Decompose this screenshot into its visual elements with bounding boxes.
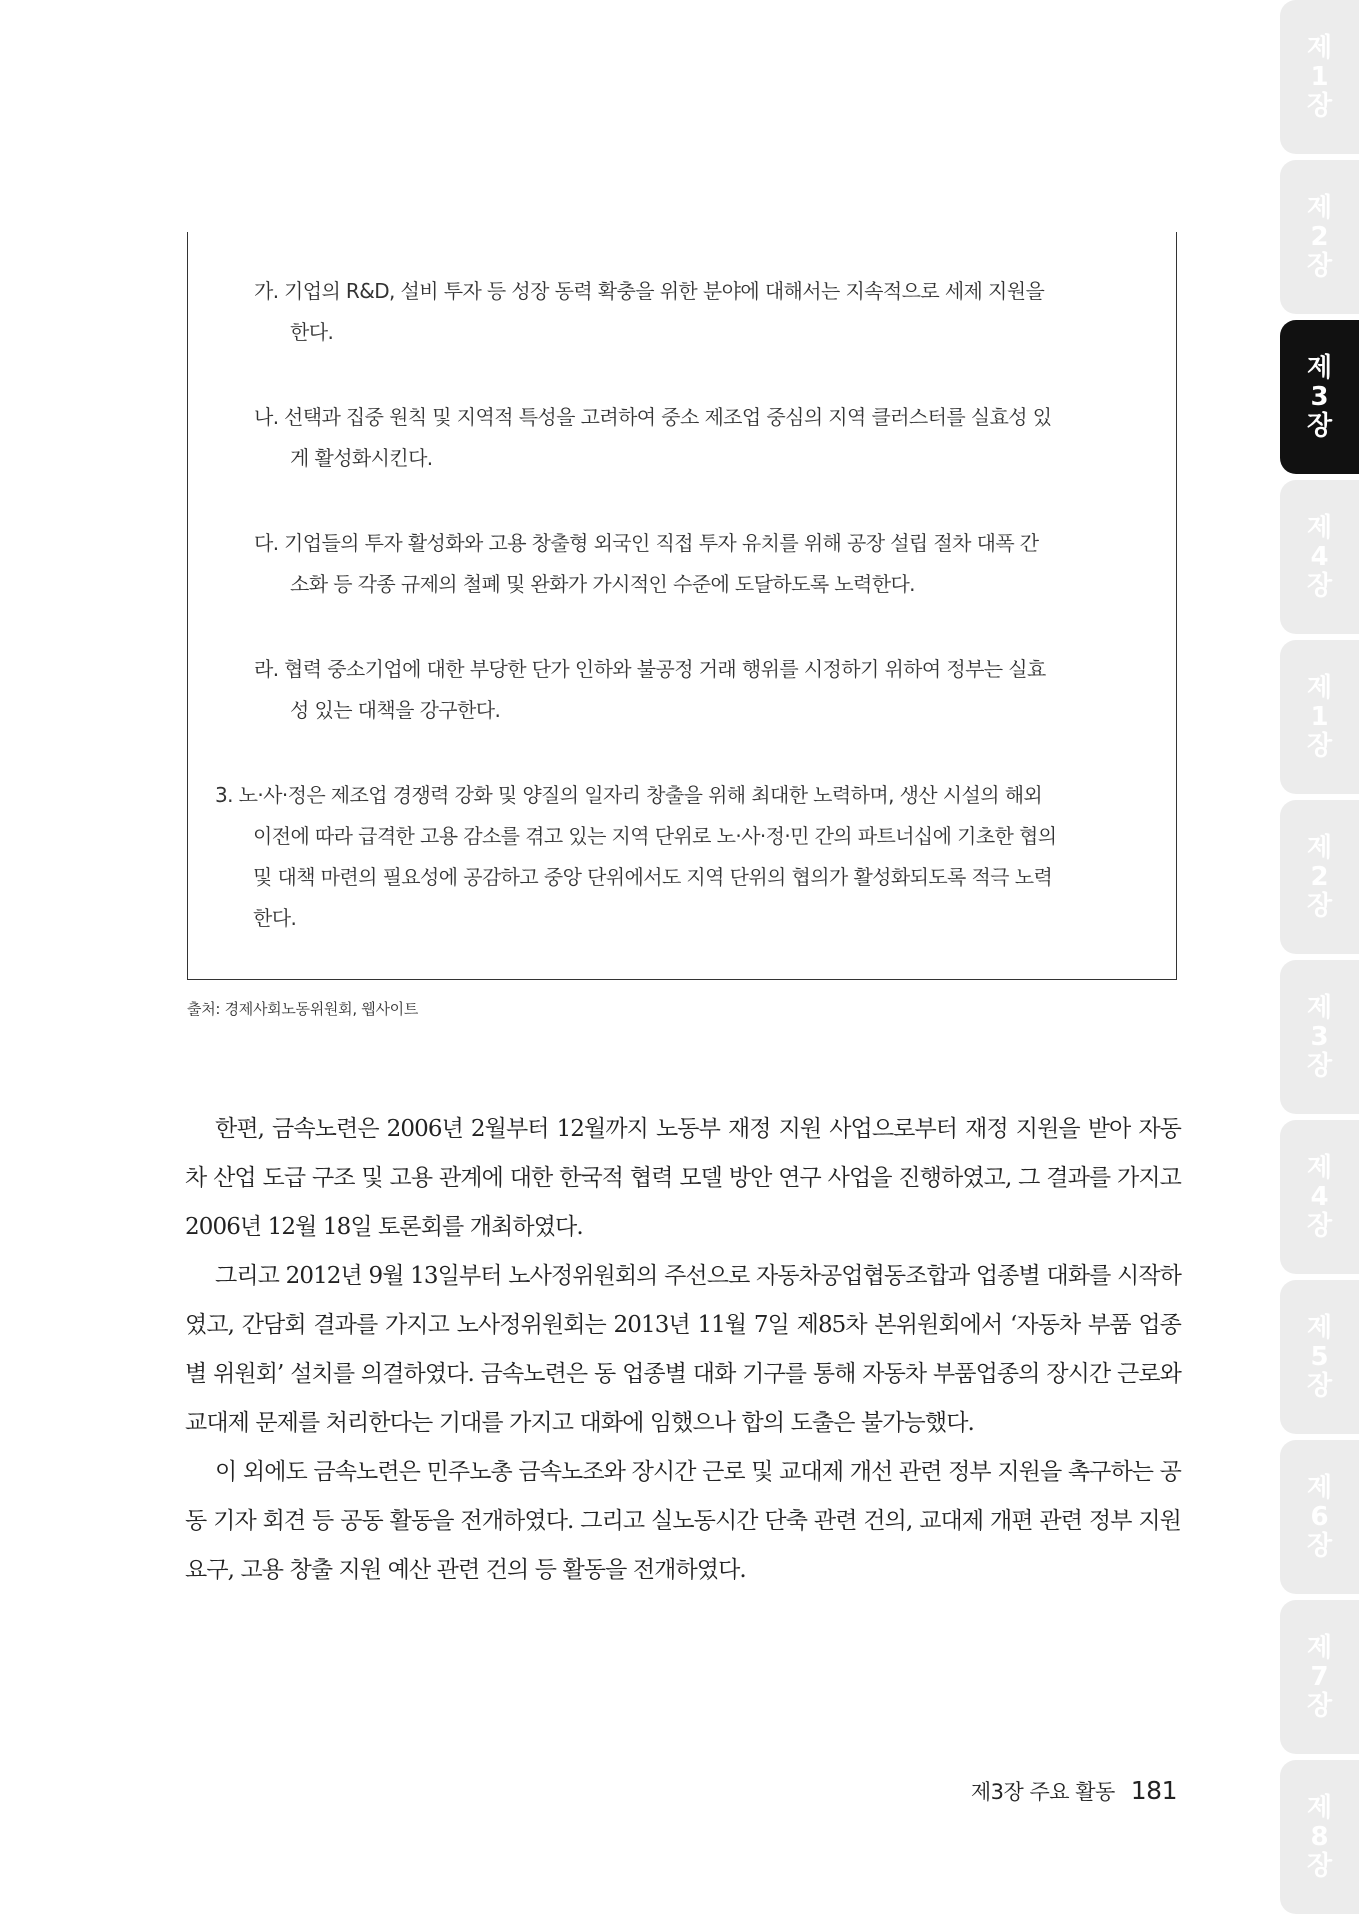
tab-char: 장	[1306, 1370, 1333, 1401]
tab-char: 제	[1306, 1632, 1333, 1663]
item-line: 게 활성화시킨다.	[290, 446, 433, 470]
page-number: 181	[1130, 1776, 1177, 1805]
tab-char: 제	[1306, 672, 1333, 703]
tab-char: 3	[1310, 381, 1329, 412]
tab-char: 제	[1306, 1312, 1333, 1343]
chapter-tab[interactable]	[1280, 1600, 1359, 1754]
tab-char: 장	[1306, 1850, 1333, 1881]
tab-char: 장	[1306, 730, 1333, 761]
source-caption: 출처: 경제사회노동위원회, 웹사이트	[187, 1000, 419, 1018]
tab-char: 2	[1310, 221, 1329, 252]
item-line: 기업의 R&D, 설비 투자 등 성장 동력 확충을 위한 분야에 대해서는 지속적으로 세제 지원을	[284, 279, 1045, 303]
item-line: 소화 등 각종 규제의 철폐 및 완화가 가시적인 수준에 도달하도록 노력한다.	[290, 572, 915, 596]
tab-char: 제	[1306, 992, 1333, 1023]
tab-char: 제	[1306, 32, 1333, 63]
item-line: 한다.	[253, 906, 297, 930]
chapter-tab[interactable]	[1280, 640, 1359, 794]
sub-item-ra	[254, 649, 1144, 731]
tab-char: 6	[1310, 1501, 1329, 1532]
chapter-tab[interactable]	[1280, 1120, 1359, 1274]
tab-char: 5	[1310, 1341, 1329, 1372]
chapter-tab[interactable]	[1280, 1440, 1359, 1594]
tab-char: 1	[1310, 701, 1329, 732]
chapter-tab[interactable]	[1280, 0, 1359, 154]
item-marker: 라.	[254, 657, 279, 681]
item-line: 성 있는 대책을 강구한다.	[290, 698, 501, 722]
chapter-tab[interactable]	[1280, 1280, 1359, 1434]
chapter-tab[interactable]	[1280, 1760, 1359, 1914]
paragraph: 한편, 금속노련은 2006년 2월부터 12월까지 노동부 재정 지원 사업으로부터 재정 지원을 받아 자동차 산업 도급 구조 및 고용 관계에 대한 한국적 협력 모델 방안 연구 사업을 진행하였고, 그 결과를 가지고 2006년 12월 18일 토론회를 개최하였다.	[185, 1116, 1181, 1240]
tab-char: 제	[1306, 512, 1333, 543]
chapter-tab[interactable]	[1280, 160, 1359, 314]
tab-char: 장	[1306, 90, 1333, 121]
tab-char: 제	[1306, 1792, 1333, 1823]
item-line: 한다.	[290, 320, 334, 344]
tab-char: 장	[1306, 890, 1333, 921]
tab-char: 제	[1306, 832, 1333, 863]
tab-char: 3	[1310, 1021, 1329, 1052]
body-text	[185, 1105, 1181, 1595]
sub-item-ga	[254, 271, 1144, 353]
tab-char: 장	[1306, 250, 1333, 281]
tab-char: 장	[1306, 1050, 1333, 1081]
item-marker: 나.	[254, 405, 279, 429]
item-line: 및 대책 마련의 필요성에 공감하고 중앙 단위에서도 지역 단위의 협의가 활성화되도록 적극 노력	[253, 865, 1053, 889]
chapter-tab[interactable]	[1280, 960, 1359, 1114]
tab-char: 8	[1310, 1821, 1329, 1852]
paragraph: 이 외에도 금속노련은 민주노총 금속노조와 장시간 근로 및 교대제 개선 관련 정부 지원을 촉구하는 공동 기자 회견 등 공동 활동을 전개하였다. 그리고 실노동시간 단축 관련 건의, 교대제 개편 관련 정부 지원 요구, 고용 창출 지원 예산 관련 건의 등 활동을 전개하였다.	[185, 1459, 1181, 1583]
item-line: 기업들의 투자 활성화와 고용 창출형 외국인 직접 투자 유치를 위해 공장 설립 절차 대폭 간	[284, 531, 1039, 555]
tab-char: 제	[1306, 1152, 1333, 1183]
chapter-tab[interactable]	[1280, 800, 1359, 954]
tab-char: 제	[1306, 192, 1333, 223]
tab-char: 장	[1306, 1530, 1333, 1561]
item-line: 이전에 따라 급격한 고용 감소를 겪고 있는 지역 단위로 노·사·정·민 간의 파트너십에 기초한 협의	[253, 824, 1057, 848]
item-line: 협력 중소기업에 대한 부당한 단가 인하와 불공정 거래 행위를 시정하기 위하여 정부는 실효	[284, 657, 1046, 681]
tab-char: 제	[1306, 1472, 1333, 1503]
item-marker: 다.	[254, 531, 279, 555]
sub-item-na	[254, 397, 1144, 479]
chapter-tab[interactable]	[1280, 480, 1359, 634]
item-line: 선택과 집중 원칙 및 지역적 특성을 고려하여 중소 제조업 중심의 지역 클러스터를 실효성 있	[284, 405, 1052, 429]
sub-item-da	[254, 523, 1144, 605]
numbered-item-3	[215, 775, 1145, 939]
tab-char: 4	[1310, 1181, 1329, 1212]
paragraph: 그리고 2012년 9월 13일부터 노사정위원회의 주선으로 자동차공업협동조합과 업종별 대화를 시작하였고, 간담회 결과를 가지고 노사정위원회는 2013년 11월 7일 제85차 본위원회에서 ‘자동차 부품 업종별 위원회’ 설치를 의결하였다. 금속노련은 동 업종별 대화 기구를 통해 자동차 부품업종의 장시간 근로와 교대제 문제를 처리한다는 기대를 가지고 대화에 임했으나 합의 도출은 불가능했다.	[185, 1263, 1181, 1436]
page-footer	[971, 1776, 1177, 1806]
tab-char: 1	[1310, 61, 1329, 92]
item-line: 노·사·정은 제조업 경쟁력 강화 및 양질의 일자리 창출을 위해 최대한 노력하며, 생산 시설의 해외	[238, 783, 1043, 807]
chapter-tab-active[interactable]	[1280, 320, 1359, 474]
chapter-tabs	[1280, 0, 1359, 1920]
tab-char: 4	[1310, 541, 1329, 572]
tab-char: 2	[1310, 861, 1329, 892]
item-marker: 3.	[215, 783, 233, 807]
tab-char: 7	[1310, 1661, 1329, 1692]
tab-char: 장	[1306, 1690, 1333, 1721]
tab-char: 장	[1306, 410, 1333, 441]
tab-char: 장	[1306, 570, 1333, 601]
item-marker: 가.	[254, 279, 279, 303]
tab-char: 제	[1306, 352, 1333, 383]
tab-char: 장	[1306, 1210, 1333, 1241]
footer-chapter: 제3장 주요 활동	[970, 1780, 1115, 1804]
